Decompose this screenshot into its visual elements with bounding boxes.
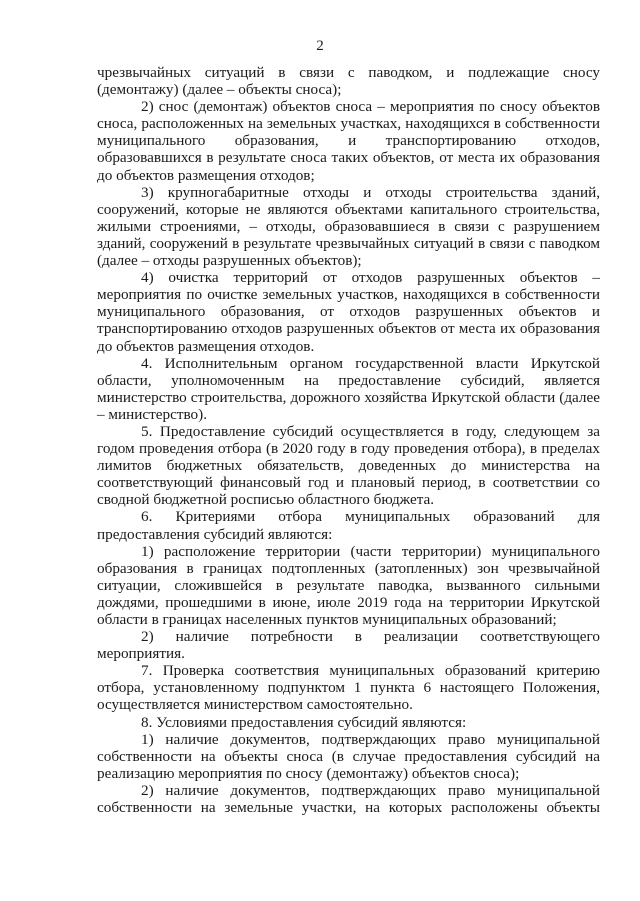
paragraph-criteria-2-need: 2) наличие потребности в реализации соответствующего мероприятия.: [97, 628, 600, 663]
paragraph-criteria-1-location: 1) расположение территории (части территории) муниципального образования в границах подтопленных (затопленных) зон чрезвычайной ситуации, сложившейся в результате паводка, вызванного сильными дождями, прошедшими в июне, июле 2019 года на территории Иркутской области в границах населенных пунктов муниципальных образований;: [97, 542, 600, 628]
paragraph-item-3-bulky-waste: 3) крупногабаритные отходы и отходы строительства зданий, сооружений, которые не являются объектами капитального строительства, жилыми строениями, – отходы, образовавшиеся в связи с разрушением зданий, сооружений в результате чрезвычайных ситуаций в связи с паводком (далее – отходы разрушенных объектов);: [97, 183, 600, 270]
paragraph-condition-2-land: 2) наличие документов, подтверждающих право муниципальной собственности на земельные участки, на которых расположены объекты: [97, 781, 600, 817]
page-number: 2: [316, 38, 324, 54]
paragraph-item-4-cleanup: 4) очистка территорий от отходов разрушенных объектов – мероприятия по очистке земельных участков, находящихся в собственности муниципального образования, от отходов разрушенных объектов и транспортированию отходов разрушенных объектов от места их образования до объектов размещения отходов.: [97, 269, 600, 355]
paragraph-section-8-conditions: 8. Условиями предоставления субсидий являются:: [141, 713, 467, 731]
document-body: [97, 64, 600, 816]
paragraph-section-7-verification: 7. Проверка соответствия муниципальных образований критерию отбора, установленному подпунктом 1 пункта 6 настоящего Положения, осуществляется министерством самостоятельно.: [97, 662, 600, 714]
paragraph-objects-continuation: чрезвычайных ситуаций в связи с паводком, и подлежащие сносу (демонтажу) (далее – объекты сноса);: [97, 64, 600, 99]
paragraph-item-2-demolition: 2) снос (демонтаж) объектов сноса – мероприятия по сносу объектов сноса, расположенных на земельных участках, находящихся в собственности муниципального образования, и транспортированию отходов, образовавшихся в результате сноса таких объектов, от места их образования до объектов размещения отходов;: [97, 98, 600, 184]
paragraph-section-4-ministry: 4. Исполнительным органом государственной власти Иркутской области, уполномоченным на предоставление субсидий, является министерство строительства, дорожного хозяйства Иркутской области (далее – министерство).: [97, 354, 600, 423]
paragraph-section-6-criteria: 6. Критериями отбора муниципальных образований для предоставления субсидий являются:: [97, 508, 600, 543]
paragraph-condition-1-documents: 1) наличие документов, подтверждающих право муниципальной собственности на объекты сноса (в случае предоставления субсидий на реализацию мероприятия по сносу (демонтажу) объектов сноса);: [97, 730, 600, 782]
paragraph-section-5-subsidies: 5. Предоставление субсидий осуществляется в году, следующем за годом проведения отбора (в 2020 году в году проведения отбора), в пределах лимитов бюджетных обязательств, доведенных до министерства на соответствующий финансовый год и плановый период, в соответствии со сводной бюджетной росписью областного бюджета.: [97, 422, 600, 509]
